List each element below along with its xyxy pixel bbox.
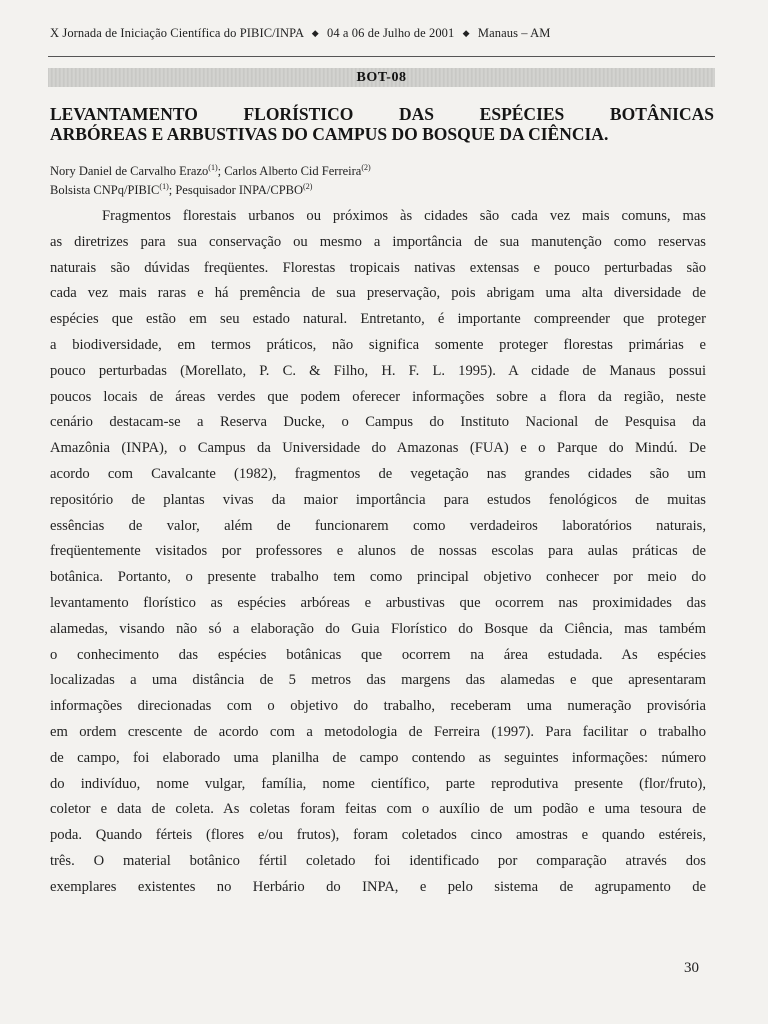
role-2-mark: (2) <box>303 182 313 192</box>
body-line: cenário destacam-se a Reserva Ducke, o Campus do Instituto Nacional de Pesquisa da <box>50 414 706 431</box>
paper-title <box>50 104 714 144</box>
body-line: poucos locais de áreas verdes que podem oferecer informações sobre a flora da região, neste <box>50 388 706 405</box>
body-line: coletor e data de coleta. As coletas foram feitas com o auxílio de um podão e uma tesoura de <box>50 801 706 818</box>
author-2-mark: (2) <box>361 163 371 172</box>
role-2: Pesquisador INPA/CPBO <box>175 183 304 198</box>
body-line: botânica. Portanto, o presente trabalho tem como principal objetivo conhecer por meio do <box>50 569 706 586</box>
body-line: localizadas a uma distância de 5 metros das margens das alamedas e que apresentaram <box>50 672 706 689</box>
body-line: freqüentemente visitados por professores e alunos de nossas escolas para aulas práticas de <box>50 543 706 560</box>
diamond-icon: ◆ <box>462 28 470 38</box>
body-line: poda. Quando férteis (flores e/ou frutos), foram coletados cinco amostras e quando estéreis, <box>50 827 706 844</box>
role-separator: ; <box>168 183 176 198</box>
author-1: Nory Daniel de Carvalho Erazo <box>50 164 209 179</box>
running-header <box>50 26 715 41</box>
body-line: alamedas, visando não só a elaboração do Guia Florístico do Bosque da Ciência, mas também <box>50 620 706 637</box>
author-separator: ; <box>217 164 225 179</box>
title-line-1: LEVANTAMENTO FLORÍSTICO DAS ESPÉCIES BOTÂNICAS <box>50 104 714 124</box>
author-names <box>50 160 714 179</box>
role-1: Bolsista CNPq/PIBIC <box>50 183 160 198</box>
body-line: pouco perturbadas (Morellato, P. C. & Filho, H. F. L. 1995). A cidade de Manaus possui <box>50 362 706 379</box>
author-1-mark: (1) <box>208 163 218 172</box>
header-event: X Jornada de Iniciação Científica do PIBIC/INPA <box>50 26 304 40</box>
body-line: Fragmentos florestais urbanos ou próximos às cidades são cada vez mais comuns, mas <box>102 208 706 224</box>
body-line: naturais são dúvidas freqüentes. Florestas tropicais nativas extensas e pouco perturbadas são <box>50 259 706 276</box>
body-line: a biodiversidade, em termos práticos, não significa somente proteger florestas primárias e <box>50 336 706 353</box>
author-roles <box>50 179 714 198</box>
body-line: as diretrizes para sua conservação ou mesmo a importância de sua manutenção como reservas <box>50 233 706 250</box>
body-line: três. O material botânico fértil coletado foi identificado por comparação através dos <box>50 852 706 869</box>
body-line: levantamento florístico as espécies arbóreas e arbustivas que ocorrem nas proximidades das <box>50 594 706 611</box>
body-line: acordo com Cavalcante (1982), fragmentos de vegetação nas grandes cidades são um <box>50 465 706 482</box>
diamond-icon: ◆ <box>311 28 319 38</box>
body-paragraph <box>50 204 706 901</box>
body-line: repositório de plantas vivas da maior importância para estudos fenológicos de muitas <box>50 491 706 508</box>
body-line: Amazônia (INPA), o Campus da Universidade do Amazonas (FUA) e o Parque do Mindú. De <box>50 440 706 457</box>
body-line: de campo, foi elaborado uma planilha de campo contendo as seguintes informações: número <box>50 749 706 766</box>
body-line: cada vez mais raras e há premência de sua preservação, pois abrigam uma alta diversidade de <box>50 285 706 302</box>
section-code-band <box>48 68 715 87</box>
body-line: informações direcionadas com o objetivo do trabalho, receberam uma numeração provisória <box>50 698 706 715</box>
author-block <box>50 160 714 198</box>
body-line: o conhecimento das espécies botânicas que ocorrem na área estudada. As espécies <box>50 646 706 663</box>
role-1-mark: (1) <box>159 182 169 192</box>
page-number: 30 <box>684 960 699 976</box>
title-line-2: ARBÓREAS E ARBUSTIVAS DO CAMPUS DO BOSQUE DA CIÊNCIA. <box>50 124 609 144</box>
body-line: exemplares existentes no Herbário do INPA, e pelo sistema de agrupamento de <box>50 878 706 895</box>
body-line: em ordem crescente de acordo com a metodologia de Ferreira (1997). Para facilitar o trabalho <box>50 723 706 740</box>
author-2: Carlos Alberto Cid Ferreira <box>224 164 362 179</box>
header-divider <box>48 56 715 57</box>
header-location: Manaus – AM <box>477 26 551 40</box>
body-line: espécies que estão em seu estado natural. Entretanto, é importante compreender que proteger <box>50 311 706 328</box>
body-line: essências de valor, além de funcionarem como verdadeiros laboratórios naturais, <box>50 517 706 534</box>
body-line: do indivíduo, nome vulgar, família, nome científico, parte reprodutiva presente (flor/fruto), <box>50 775 706 792</box>
section-code: BOT-08 <box>356 70 407 85</box>
header-dates: 04 a 06 de Julho de 2001 <box>327 26 455 40</box>
